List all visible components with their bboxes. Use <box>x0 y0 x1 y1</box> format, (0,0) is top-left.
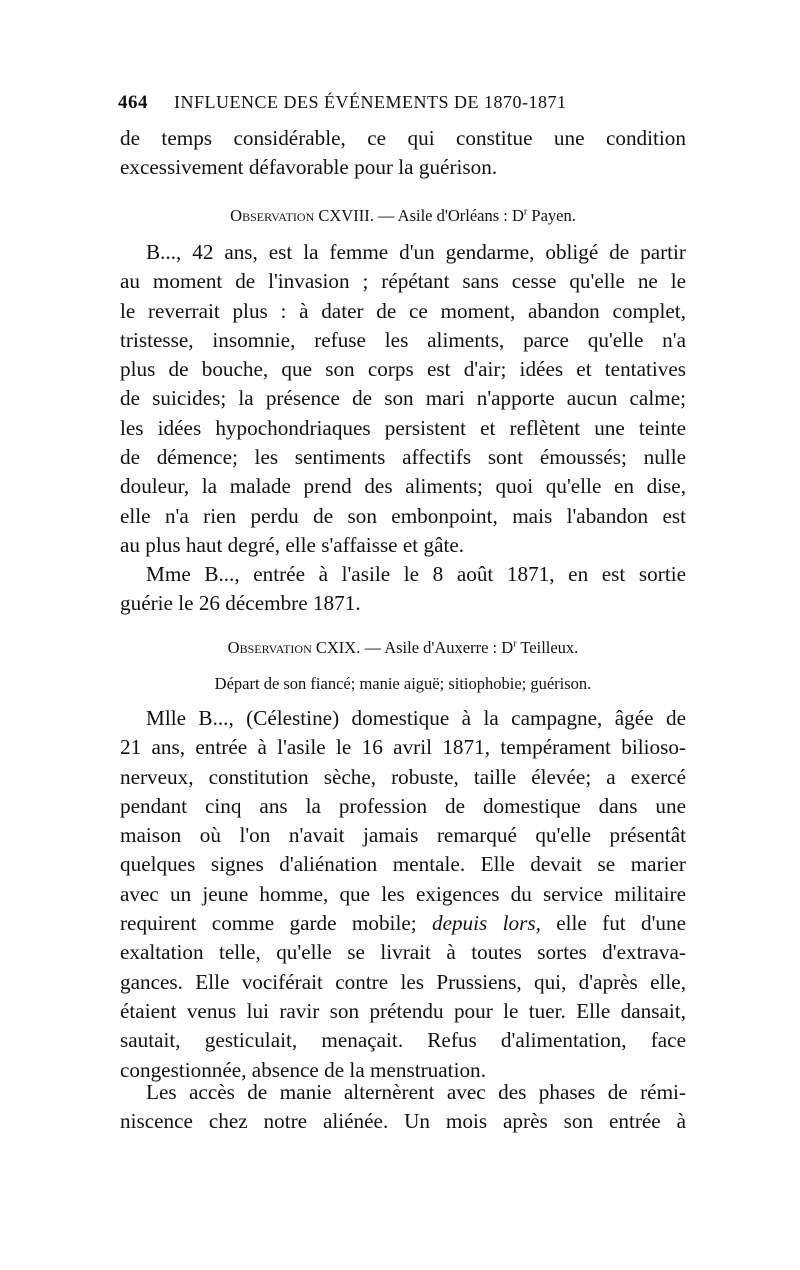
text-line: quelques signes d'aliénation mentale. Elle devait se marier <box>120 852 686 877</box>
doctor-title-sup: r <box>523 206 528 218</box>
text-line: de suicides; la présence de son mari n'apporte aucun calme; <box>120 386 686 411</box>
text-line: tristesse, insomnie, refuse les aliments, parce qu'elle n'a <box>120 327 686 352</box>
observation-label: Observation <box>230 206 315 225</box>
text-line: les idées hypochondriaques persistent et reflètent une teinte <box>120 415 686 440</box>
text-line: excessivement défavorable pour la guérison. <box>120 155 498 180</box>
text-line: Mlle B..., (Célestine) domestique à la campagne, âgée de <box>146 706 686 730</box>
doctor-title-sup: r <box>513 638 517 650</box>
text-line: de démence; les sentiments affectifs sont émoussés; nulle <box>120 445 686 470</box>
text-line: congestionnée, absence de la menstruation. <box>120 1057 486 1082</box>
text-line: Les accès de manie alternèrent avec des phases de rémi- <box>146 1080 686 1104</box>
text-line: étaient venus lui ravir son prétendu pour le tuer. Elle dansait, <box>120 998 686 1023</box>
text-line: nerveux, constitution sèche, robuste, taille élevée; a exercé <box>120 764 686 789</box>
observation-outcome-paragraph <box>120 560 686 619</box>
text-line: douleur, la malade prend des aliments; quoi qu'elle en dise, <box>120 474 686 499</box>
text-line: de temps considérable, ce qui constitue une condition <box>120 126 686 150</box>
italic-phrase: depuis lors, <box>431 911 541 936</box>
running-head: INFLUENCE DES ÉVÉNEMENTS DE 1870-1871 <box>174 92 567 112</box>
text-line: pendant cinq ans la profession de domestique dans une <box>120 793 686 818</box>
text-line: gances. Elle vociférait contre les Prussiens, qui, d'après elle, <box>120 969 686 994</box>
observation-number: CXIX. — <box>315 638 381 657</box>
observation-subheading: Départ de son fiancé; manie aiguë; sitiophobie; guérison. <box>214 674 592 693</box>
observation-paragraph <box>120 238 686 560</box>
text-line: au plus haut degré, elle s'affaisse et gâte. <box>120 532 465 557</box>
text-line: le reverrait plus : à dater de ce moment, abandon complet, <box>120 298 686 323</box>
text-line: guérie le 26 décembre 1871. <box>120 591 361 616</box>
intro-paragraph <box>120 124 686 183</box>
text-line: niscence chez notre aliénée. Un mois après son entrée à <box>120 1109 686 1134</box>
text-line: avec un jeune homme, que les exigences du service militaire <box>120 881 686 906</box>
observation-number: CXVIII. — <box>318 206 395 225</box>
observation-paragraph <box>120 704 686 1085</box>
text-line: maison où l'on n'avait jamais remarqué qu'elle présentât <box>120 823 686 848</box>
observation-heading <box>120 206 686 226</box>
observation-label: Observation <box>227 638 312 657</box>
observation-doctor: Payen. <box>531 206 576 225</box>
text-line: B..., 42 ans, est la femme d'un gendarme, obligé de partir <box>146 240 686 264</box>
observation-heading <box>120 638 686 658</box>
observation-place: Asile d'Orléans : D <box>397 206 524 225</box>
text-line: sautait, gesticulait, menaçait. Refus d'alimentation, face <box>120 1028 686 1053</box>
observation-doctor: Teilleux. <box>520 638 579 657</box>
continuation-paragraph <box>120 1078 686 1137</box>
text-line: plus de bouche, que son corps est d'air; idées et tentatives <box>120 357 686 382</box>
text-line: Mme B..., entrée à l'asile le 8 août 1871, en est sortie <box>146 562 686 586</box>
text-segment: elle fut d'une <box>540 911 687 936</box>
text-line: elle n'a rien perdu de son embonpoint, mais l'abandon est <box>120 503 686 528</box>
text-line: au moment de l'invasion ; répétant sans cesse qu'elle ne le <box>120 269 686 294</box>
page-header <box>118 92 678 114</box>
page-number: 464 <box>118 92 148 113</box>
observation-place: Asile d'Auxerre : D <box>384 638 514 657</box>
text-line: 21 ans, entrée à l'asile le 16 avril 1871, tempérament bilioso- <box>120 735 686 760</box>
text-line: exaltation telle, qu'elle se livrait à toutes sortes d'extrava- <box>120 940 686 965</box>
text-line-with-italic <box>120 909 686 938</box>
text-segment: requirent comme garde mobile; <box>120 911 417 936</box>
